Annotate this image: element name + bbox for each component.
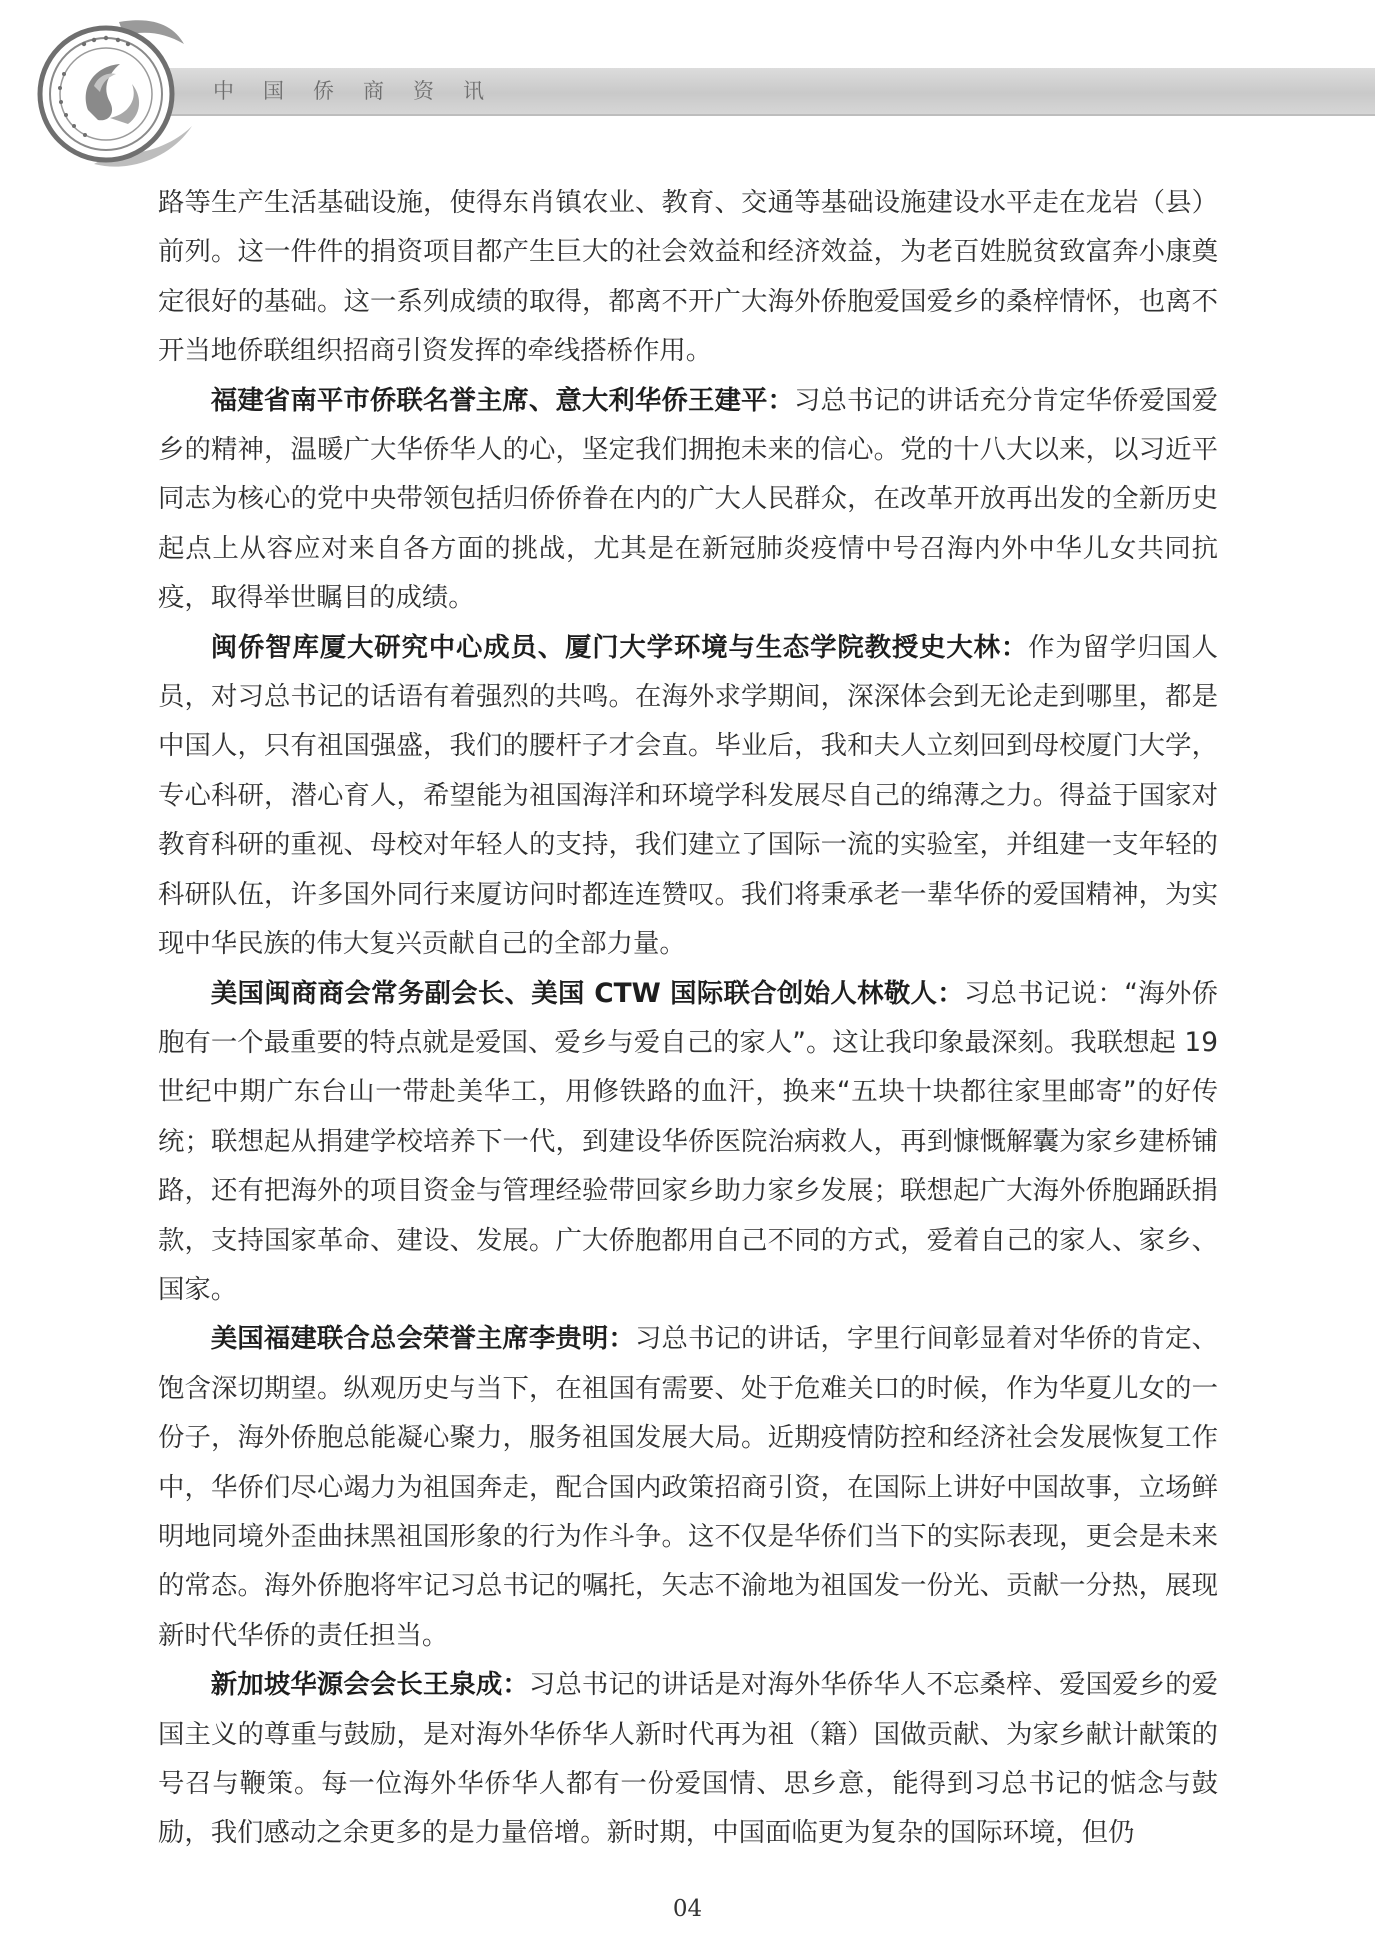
logo-emblem-icon [24,14,204,174]
paragraph-text: 习总书记的讲话是对海外华侨华人不忘桑梓、爱国爱乡的爱国主义的尊重与鼓励，是对海外华侨华人新时代再为祖（籍）国做贡献、为家乡献计献策的号召与鞭策。每一位海外华侨华人都有一份爱国情、思乡意，能得到习总书记的惦念与鼓励，我们感动之余更多的是力量倍增。新时期，中国面临更为复杂的国际环境，但仍 [158,1669,1219,1849]
paragraph-text: 路等生产生活基础设施，使得东肖镇农业、教育、交通等基础设施建设水平走在龙岩（县）前列。这一件件的捐资项目都产生巨大的社会效益和经济效益，为老百姓脱贫致富奔小康奠定很好的基础。这一系列成绩的取得，都离不开广大海外侨胞爱国爱乡的桑梓情怀，也离不开当地侨联组织招商引资发挥的牵线搭桥作用。 [158,187,1218,367]
paragraph-5 [158,1314,1218,1660]
speaker-name: 美国闽商商会常务副会长、美国 CTW 国际联合创始人林敬人： [210,977,964,1009]
paragraph-6 [158,1660,1218,1858]
magazine-title: 中国侨商资讯 [213,79,513,103]
page-number: 04 [672,1896,703,1922]
paragraph-3 [158,623,1218,969]
article-body [158,178,1218,1858]
paragraph-text: 习总书记说：“海外侨胞有一个最重要的特点就是爱国、爱乡与爱自己的家人”。这让我印象最深刻。我联想起 19 世纪中期广东台山一带赴美华工，用修铁路的血汗，换来“五块十块都往家里邮寄”的好传统；联想起从捐建学校培养下一代，到建设华侨医院治病救人，再到慷慨解囊为家乡建桥铺路，还有把海外的项目资金与管理经验带回家乡助力家乡发展；联想起广大海外侨胞踊跃捐款，支持国家革命、建设、发展。广大侨胞都用自己不同的方式，爱着自己的家人、家乡、国家。 [158,977,1219,1305]
paragraph-text: 作为留学归国人员，对习总书记的话语有着强烈的共鸣。在海外求学期间，深深体会到无论走到哪里，都是中国人，只有祖国强盛，我们的腰杆子才会直。毕业后，我和夫人立刻回到母校厦门大学，专心科研，潜心育人，希望能为祖国海洋和环境学科发展尽自己的绵薄之力。得益于国家对教育科研的重视、母校对年轻人的支持，我们建立了国际一流的实验室，并组建一支年轻的科研队伍，许多国外同行来厦访问时都连连赞叹。我们将秉承老一辈华侨的爱国精神，为实现中华民族的伟大复兴贡献自己的全部力量。 [158,631,1218,960]
speaker-name: 新加坡华源会会长王泉成： [210,1669,529,1701]
paragraph-2 [158,376,1218,623]
speaker-name: 闽侨智库厦大研究中心成员、厦门大学环境与生态学院教授史大林： [210,631,1029,663]
paragraph-text: 习总书记的讲话充分肯定华侨爱国爱乡的精神，温暖广大华侨华人的心，坚定我们拥抱未来的信心。党的十八大以来，以习近平同志为核心的党中央带领包括归侨侨眷在内的广大人民群众，在改革开放再出发的全新历史起点上从容应对来自各方面的挑战，尤其是在新冠肺炎疫情中号召海内外中华儿女共同抗疫，取得举世瞩目的成绩。 [158,384,1219,614]
federation-logo [24,14,204,174]
paragraph-4 [158,969,1218,1315]
header-rule [150,114,1375,116]
speaker-name: 美国福建联合总会荣誉主席李贵明： [210,1323,635,1355]
paragraph-text: 习总书记的讲话，字里行间彰显着对华侨的肯定、饱含深切期望。纵观历史与当下，在祖国有需要、处于危难关口的时候，作为华夏儿女的一份子，海外侨胞总能凝心聚力，服务祖国发展大局。近期疫情防控和经济社会发展恢复工作中，华侨们尽心竭力为祖国奔走，配合国内政策招商引资，在国际上讲好中国故事，立场鲜明地同境外歪曲抹黑祖国形象的行为作斗争。这不仅是华侨们当下的实际表现，更会是未来的常态。海外侨胞将牢记习总书记的嘱托，矢志不渝地为祖国发一份光、贡献一分热，展现新时代华侨的责任担当。 [158,1323,1219,1651]
speaker-name: 福建省南平市侨联名誉主席、意大利华侨王建平： [210,384,794,416]
paragraph-1 [158,178,1218,376]
